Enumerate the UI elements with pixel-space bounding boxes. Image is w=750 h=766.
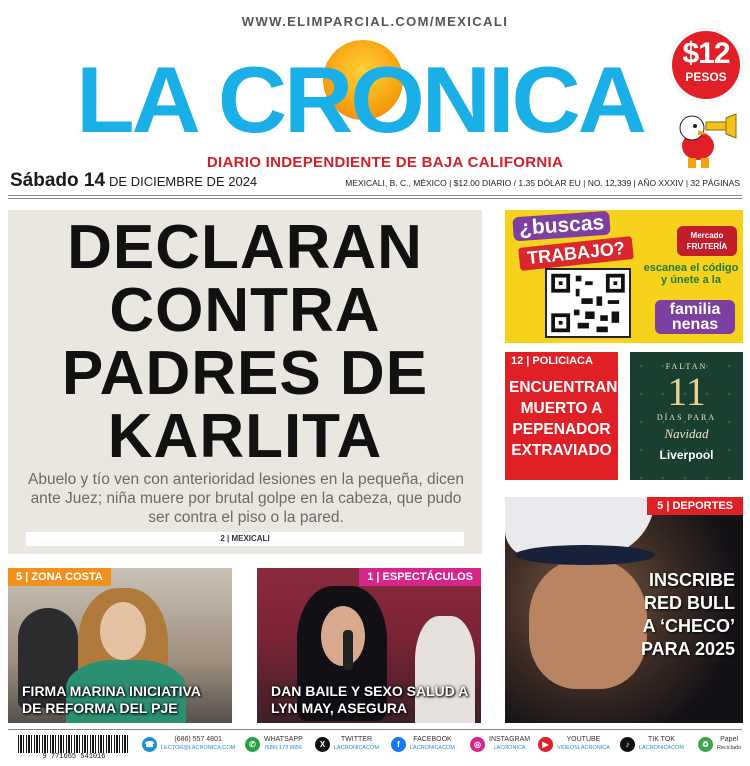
x-icon: X xyxy=(315,737,330,752)
sports-headline[interactable] xyxy=(625,569,735,661)
footer xyxy=(8,733,742,761)
barcode xyxy=(18,735,130,753)
contact-sub: Reciclado xyxy=(717,745,742,751)
sports-story[interactable] xyxy=(505,497,743,723)
contact-sub: LACRONICACOM xyxy=(639,745,684,751)
contact-phone[interactable] xyxy=(142,736,235,752)
price-amount: $12 xyxy=(682,37,730,70)
espectaculos-headline[interactable]: DAN BAILE Y SEXO SALUD A LYN MAY, ASEGURA xyxy=(271,683,468,716)
headline-line: A ‘CHECO’ xyxy=(642,616,735,636)
costa-story[interactable] xyxy=(8,568,232,723)
site-url[interactable]: WWW.ELIMPARCIAL.COM/MEXICALI xyxy=(241,14,509,29)
ad-line1: ¿buscas xyxy=(512,211,611,242)
contact-label: (686) 557 4801 xyxy=(174,736,222,743)
contact-label: YOUTUBE xyxy=(566,736,601,743)
jobs-ad[interactable] xyxy=(505,210,743,343)
divider xyxy=(8,729,742,730)
phone-icon: ☎ xyxy=(142,737,157,752)
divider xyxy=(8,198,742,199)
date-day: Sábado 14 xyxy=(10,170,106,191)
barcode-number: 9 771665 541016 xyxy=(42,753,106,761)
sports-kicker: 5 | DEPORTES xyxy=(647,497,743,515)
lead-headline[interactable] xyxy=(8,213,482,471)
facebook-icon: f xyxy=(391,737,406,752)
contact-whatsapp[interactable] xyxy=(245,736,303,752)
dateline xyxy=(10,170,257,192)
microphone-icon xyxy=(343,630,353,670)
headline-line: DECLARAN xyxy=(67,213,423,282)
contact-facebook[interactable] xyxy=(391,736,455,752)
contact-sub: LACRONICACOM xyxy=(410,745,455,751)
liverpool-logo: Liverpool xyxy=(659,448,714,462)
contact-label: Papel xyxy=(720,736,739,743)
ad-line2: TRABAJO? xyxy=(518,236,634,271)
price-badge xyxy=(669,28,743,102)
lead-section-ref: 2 | MEXICALI xyxy=(26,532,464,546)
contact-sub: VIDEOSLACRONICA xyxy=(557,745,610,751)
headline-line: RED BULL xyxy=(644,593,735,613)
costa-kicker: 5 | ZONA COSTA xyxy=(8,568,111,586)
ad-xmas-line3: Navidad xyxy=(664,426,709,441)
qr-code-icon[interactable] xyxy=(545,268,631,338)
tagline: DIARIO INDEPENDIENTE DE BAJA CALIFORNIA xyxy=(206,154,564,171)
christmas-ad[interactable] xyxy=(630,352,743,480)
edition-info: MEXICALI, B. C., MÉXICO | $12.00 DIARIO / 1.35 DÓLAR EU | NO. 12,339 | AÑO XXXIV | 32 PÁGINAS xyxy=(345,178,740,188)
contact-label: FACEBOOK xyxy=(413,736,452,743)
contact-label: TIK TOK xyxy=(647,736,675,743)
ad-xmas-line2: DÍAS PARA xyxy=(656,413,717,422)
date-rest: DE DICIEMBRE DE 2024 xyxy=(109,174,258,189)
contact-sub: LACRONICA xyxy=(493,745,526,751)
ad-xmas-days: 11 xyxy=(667,369,706,414)
instagram-icon: ◎ xyxy=(470,737,485,752)
police-headline[interactable]: ENCUENTRAN MUERTO A PEPENADOR EXTRAVIADO xyxy=(509,379,618,459)
contact-label: WHATSAPP xyxy=(264,736,303,743)
contact-label: TWITTER xyxy=(340,736,373,743)
ad-highlight: familia nenas xyxy=(655,300,735,334)
ad-store-logo: Mercado FRUTERÍA xyxy=(677,226,737,256)
contact-sub: LACRONICACOM xyxy=(334,745,379,751)
espectaculos-kicker: 1 | ESPECTÁCULOS xyxy=(359,568,481,586)
contact-instagram[interactable] xyxy=(470,736,530,752)
headline-line: INSCRIBE xyxy=(648,570,735,590)
ad-text: escanea el código y únete a la xyxy=(643,262,739,286)
ad-xmas-line1: FALTAN xyxy=(665,362,708,371)
divider xyxy=(8,195,742,196)
mascot-icon xyxy=(668,108,738,170)
tiktok-icon: ♪ xyxy=(620,737,635,752)
contact-sub: LECTOR@LACRONICA.COM xyxy=(161,745,236,751)
headline-line: PARA 2025 xyxy=(640,639,735,659)
photo-face xyxy=(100,602,146,660)
lead-dek: Abuelo y tío ven con anterioridad lesiones en la pequeña, dicen ante Juez; niña muere por brutal golpe en la cabeza, que pudo ser contra el piso o la pared. xyxy=(27,471,465,526)
recycle-icon: ♻ xyxy=(698,737,713,752)
contact-tiktok[interactable] xyxy=(620,736,684,752)
costa-headline[interactable]: FIRMA MARINA INICIATIVA DE REFORMA DEL PJE xyxy=(22,683,201,716)
contact-twitter[interactable] xyxy=(315,736,379,752)
masthead-logo xyxy=(60,38,660,150)
espectaculos-story[interactable] xyxy=(257,568,481,723)
newspaper-name: LA CRONICA xyxy=(76,47,644,152)
police-story[interactable] xyxy=(505,352,618,480)
lead-story[interactable] xyxy=(8,210,482,554)
headline-line: PADRES DE xyxy=(61,339,429,408)
contact-label: INSTAGRAM xyxy=(489,736,531,743)
contact-sub: (686) 173 8656 xyxy=(264,745,303,751)
photo-visor xyxy=(515,545,655,565)
headline-line: KARLITA xyxy=(107,402,383,471)
recycled-paper xyxy=(698,736,741,752)
contact-youtube[interactable] xyxy=(538,736,610,752)
whatsapp-icon: ✆ xyxy=(245,737,260,752)
headline-line: CONTRA xyxy=(109,276,381,345)
price-currency: PESOS xyxy=(685,70,727,84)
youtube-icon: ▶ xyxy=(538,737,553,752)
police-kicker: 12 | POLICIACA xyxy=(511,355,593,367)
